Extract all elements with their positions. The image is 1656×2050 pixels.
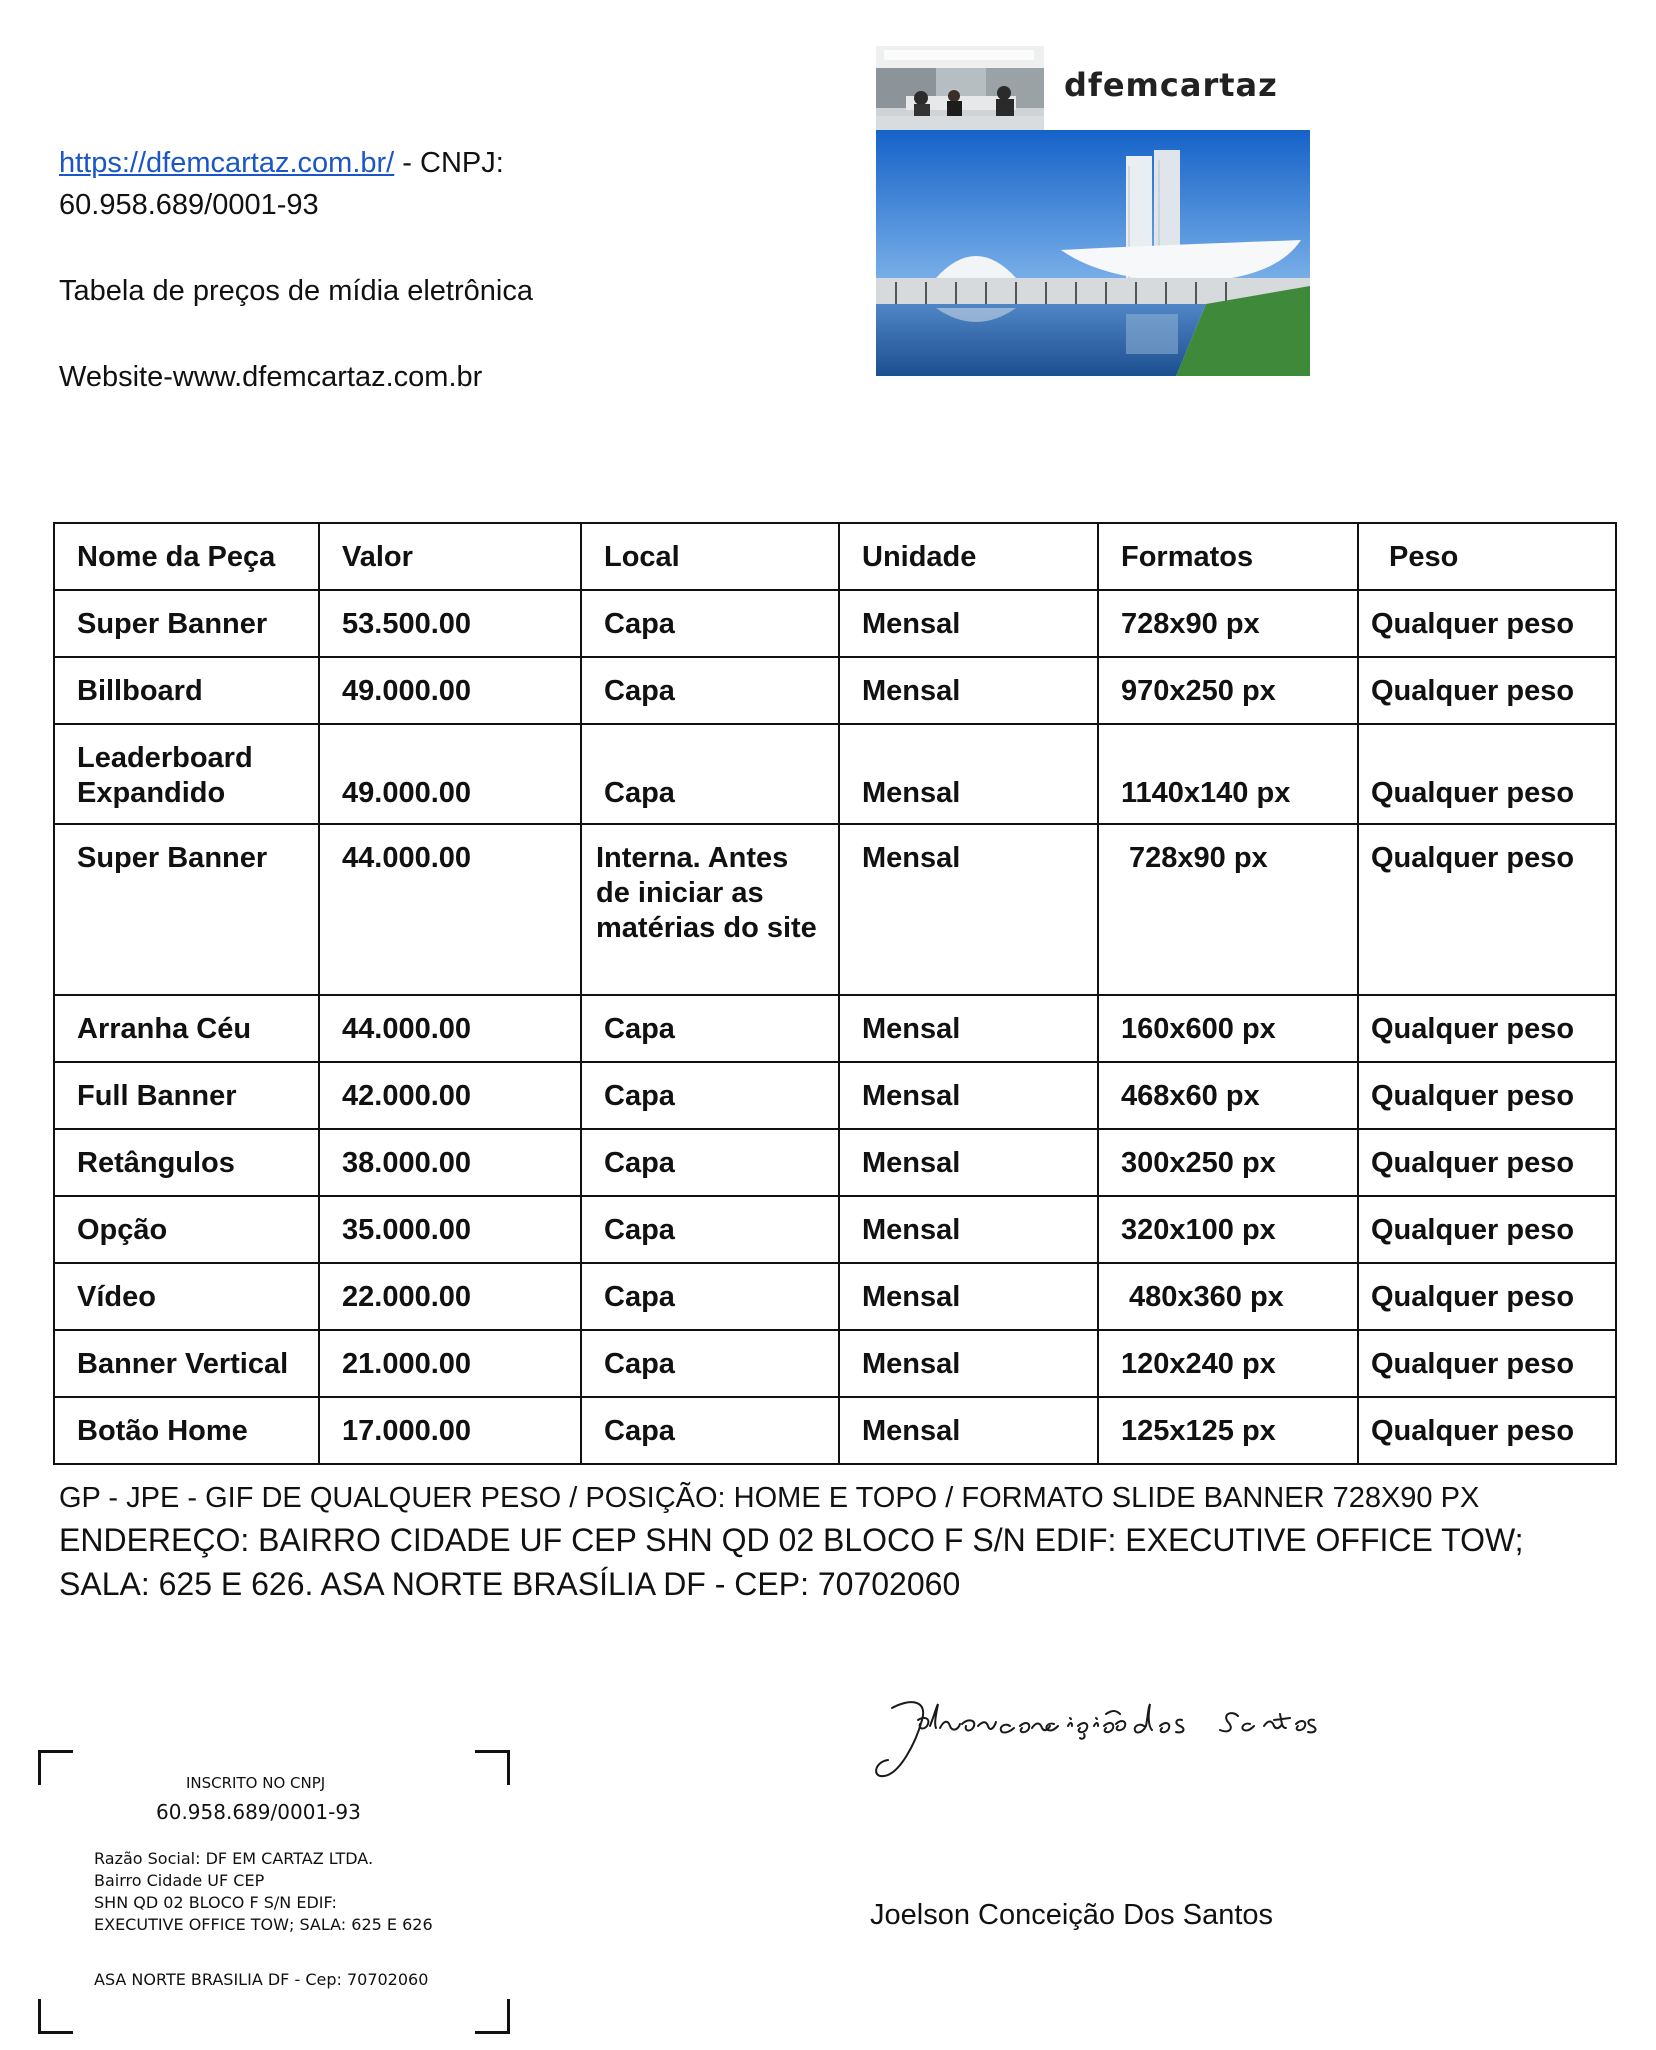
cell-unit: Mensal [839,657,1098,724]
cell-format: 728x90 px [1098,590,1358,657]
table-row [54,824,1616,995]
header-cnpj: 60.958.689/0001-93 [59,189,319,221]
format-note: GP - JPE - GIF DE QUALQUER PESO / POSIÇÃO: HOME E TOPO / FORMATO SLIDE BANNER 728X90 PX [59,1482,1480,1514]
stamp-line: Bairro Cidade UF CEP [94,1871,265,1890]
cell-location: Capa [581,590,839,657]
handwritten-signature [870,1690,1320,1790]
cell-name: Vídeo [54,1263,319,1330]
column-header-formats: Formatos [1098,523,1358,590]
signer-name: Joelson Conceição Dos Santos [870,1899,1274,1931]
cell-unit: Mensal [839,1196,1098,1263]
stamp-cnpj: 60.958.689/0001-93 [156,1800,361,1824]
cell-value: 35.000.00 [319,1196,581,1263]
cell-value: 17.000.00 [319,1397,581,1464]
cell-name: Super Banner [54,590,319,657]
cell-value: 44.000.00 [319,824,581,995]
cell-weight: Qualquer peso [1358,1330,1616,1397]
cell-weight: Qualquer peso [1358,590,1616,657]
cell-name: Botão Home [54,1397,319,1464]
cell-weight: Qualquer peso [1358,995,1616,1062]
table-row [54,1196,1616,1263]
table-row [54,995,1616,1062]
column-header-value: Valor [319,523,581,590]
page-subtitle: Tabela de preços de mídia eletrônica [59,275,533,307]
cell-weight: Qualquer peso [1358,1062,1616,1129]
table-header-row [54,523,1616,590]
cell-format: 300x250 px [1098,1129,1358,1196]
table-row [54,1330,1616,1397]
cell-location: Capa [581,995,839,1062]
cell-weight: Qualquer peso [1358,1397,1616,1464]
cell-location: Capa [581,724,839,824]
cell-unit: Mensal [839,724,1098,824]
cell-name: Opção [54,1196,319,1263]
cnpj-label: - CNPJ: [394,147,504,179]
cell-weight: Qualquer peso [1358,1129,1616,1196]
cell-location: Capa [581,1397,839,1464]
address-text: ENDEREÇO: BAIRRO CIDADE UF CEP SHN QD 02 BLOCO F S/N EDIF: EXECUTIVE OFFICE TOW; SALA: 625 E 626. ASA NORTE BRASÍLIA DF - CEP: 70702060 [59,1522,1524,1602]
cell-format: 728x90 px [1098,824,1358,995]
header-image [876,46,1310,376]
cell-value: 53.500.00 [319,590,581,657]
cell-value: 38.000.00 [319,1129,581,1196]
table-row [54,1263,1616,1330]
price-table [53,522,1617,1465]
cell-weight: Qualquer peso [1358,824,1616,995]
column-header-name: Nome da Peça [54,523,319,590]
stamp-title: INSCRITO NO CNPJ [186,1774,326,1792]
cell-location: Capa [581,1062,839,1129]
cell-name: Super Banner [54,824,319,995]
cell-name: Leaderboard Expandido [54,724,319,824]
cell-location: Capa [581,1129,839,1196]
cell-location: Interna. Antes de iniciar as matérias do site [581,824,839,995]
cell-unit: Mensal [839,1263,1098,1330]
cell-location: Capa [581,1330,839,1397]
cell-format: 970x250 px [1098,657,1358,724]
cell-weight: Qualquer peso [1358,724,1616,824]
cell-format: 125x125 px [1098,1397,1358,1464]
stamp-corner-bottom-right [475,1999,510,2034]
cell-unit: Mensal [839,1397,1098,1464]
cell-format: 320x100 px [1098,1196,1358,1263]
cell-name: Full Banner [54,1062,319,1129]
table-row [54,1129,1616,1196]
cell-unit: Mensal [839,1062,1098,1129]
cell-value: 44.000.00 [319,995,581,1062]
cell-unit: Mensal [839,995,1098,1062]
column-header-unit: Unidade [839,523,1098,590]
stamp-corner-bottom-left [38,1999,73,2034]
table-row [54,590,1616,657]
cell-location: Capa [581,657,839,724]
signature [870,1690,1320,1790]
stamp-city-line: ASA NORTE BRASILIA DF - Cep: 70702060 [94,1970,429,1989]
cell-name: Banner Vertical [54,1330,319,1397]
stamp-line: EXECUTIVE OFFICE TOW; SALA: 625 E 626 [94,1915,433,1934]
cell-value: 21.000.00 [319,1330,581,1397]
cell-weight: Qualquer peso [1358,1196,1616,1263]
stamp-details [94,1848,433,1936]
stamp-corner-top-left [38,1750,73,1785]
cell-weight: Qualquer peso [1358,1263,1616,1330]
column-header-location: Local [581,523,839,590]
cell-name: Arranha Céu [54,995,319,1062]
stamp-line: Razão Social: DF EM CARTAZ LTDA. [94,1849,374,1868]
office-photo [876,46,1044,130]
header-url-line [59,142,504,184]
cell-format: 160x600 px [1098,995,1358,1062]
cell-weight: Qualquer peso [1358,657,1616,724]
table-row [54,657,1616,724]
cell-value: 42.000.00 [319,1062,581,1129]
cell-unit: Mensal [839,1129,1098,1196]
cnpj-stamp [38,1750,510,2034]
cell-value: 49.000.00 [319,657,581,724]
table-row [54,1397,1616,1464]
cell-unit: Mensal [839,590,1098,657]
cell-location: Capa [581,1263,839,1330]
website-text: Website-www.dfemcartaz.com.br [59,361,483,393]
cell-format: 468x60 px [1098,1062,1358,1129]
company-logo: dfemcartaz [1064,66,1278,104]
cell-unit: Mensal [839,1330,1098,1397]
table-row [54,724,1616,824]
website-link[interactable]: https://dfemcartaz.com.br/ [59,147,395,179]
column-header-weight: Peso [1358,523,1616,590]
cell-name: Retângulos [54,1129,319,1196]
stamp-corner-top-right [475,1750,510,1785]
table-row [54,1062,1616,1129]
stamp-line: SHN QD 02 BLOCO F S/N EDIF: [94,1893,337,1912]
cell-name: Billboard [54,657,319,724]
cell-format: 1140x140 px [1098,724,1358,824]
cell-location: Capa [581,1196,839,1263]
cell-format: 480x360 px [1098,1263,1358,1330]
cell-unit: Mensal [839,824,1098,995]
cell-value: 22.000.00 [319,1263,581,1330]
cell-format: 120x240 px [1098,1330,1358,1397]
cell-value: 49.000.00 [319,724,581,824]
